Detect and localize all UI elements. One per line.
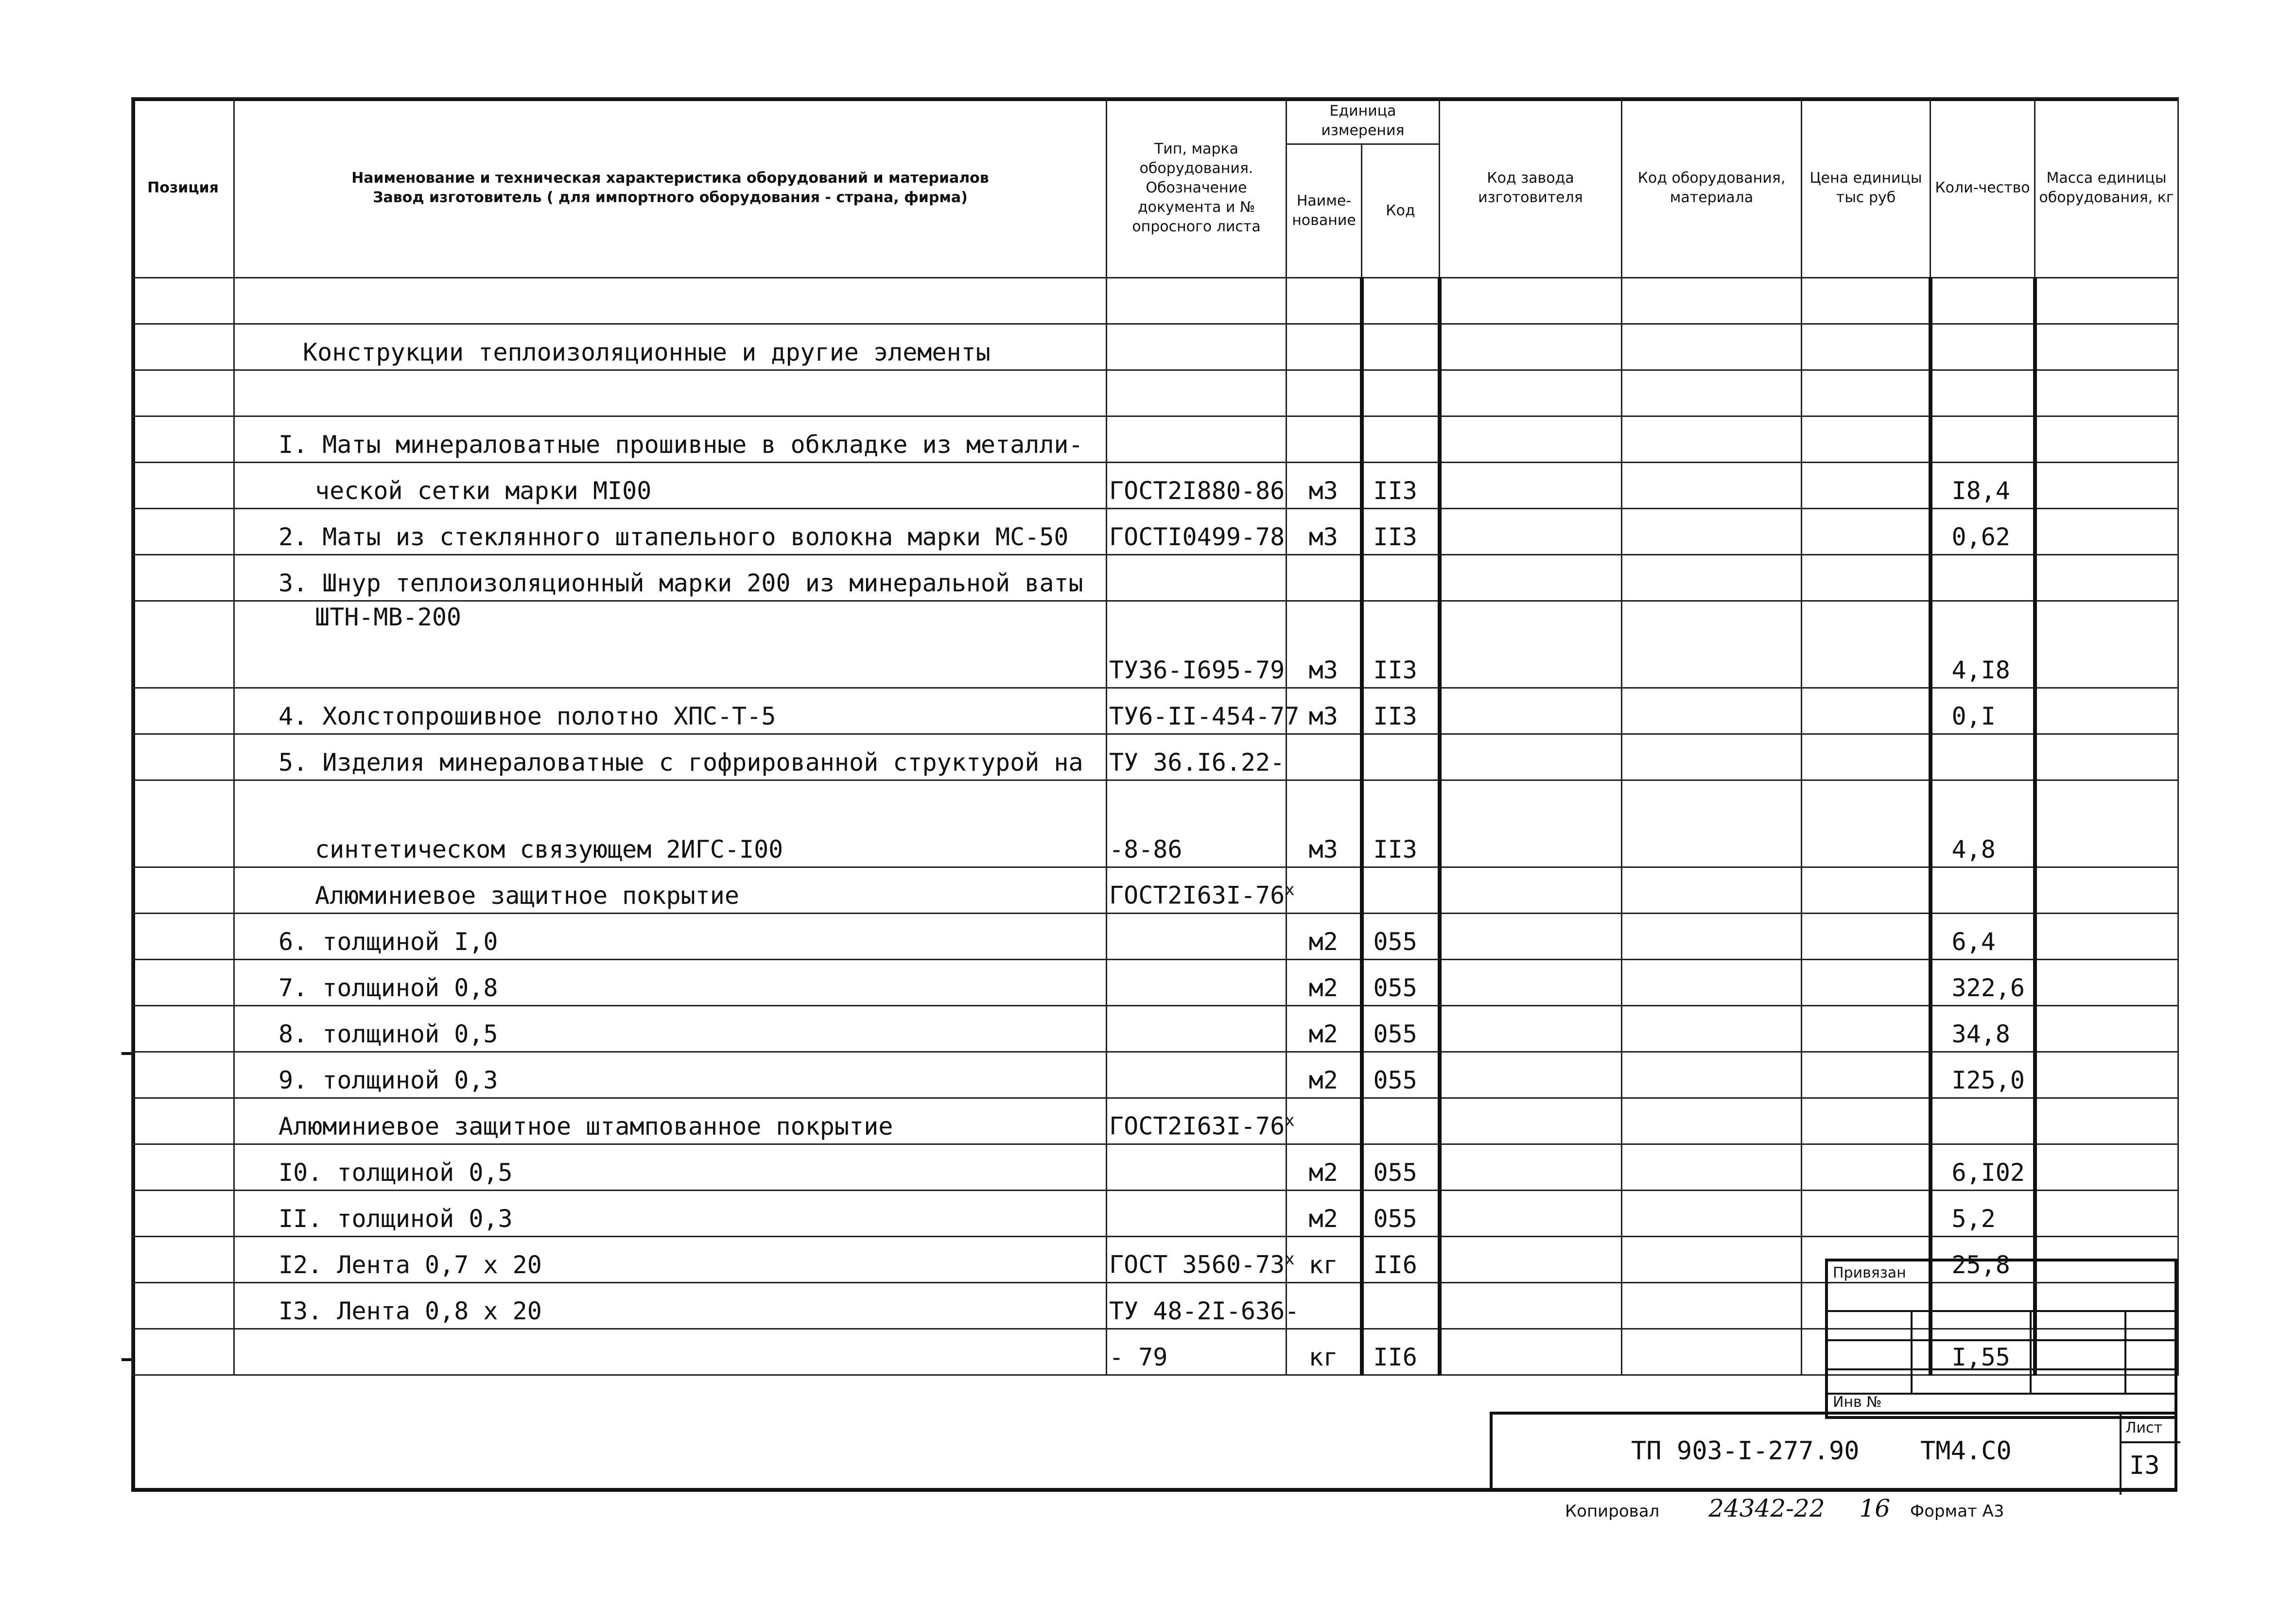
equipment-code-cell [1622, 1191, 1802, 1237]
mass-cell [2035, 370, 2178, 416]
qty-cell [1931, 1098, 2035, 1144]
qty-cell [1931, 278, 2035, 324]
unit-cell: м3 [1287, 780, 1362, 867]
unit-code-cell: II6 [1362, 1237, 1440, 1283]
equipment-code-cell [1622, 463, 1802, 509]
position-cell [132, 370, 234, 416]
qty-cell: I25,0 [1931, 1052, 2035, 1098]
table-row [132, 509, 2178, 555]
unit-code-cell: 055 [1362, 1144, 1440, 1191]
equipment-code-cell [1622, 734, 1802, 780]
table-row [132, 555, 2178, 601]
equipment-code-cell [1622, 324, 1802, 370]
table-row [132, 324, 2178, 370]
unit-cell: м2 [1287, 1006, 1362, 1052]
position-cell [132, 960, 234, 1006]
name-cell: ческой сетки марки МI00 [234, 463, 1107, 509]
unit-cell [1287, 278, 1362, 324]
col-unit-code: Код [1362, 144, 1440, 278]
unit-cell [1287, 416, 1362, 463]
mass-cell [2035, 1144, 2178, 1191]
mass-cell [2035, 734, 2178, 780]
price-cell [1802, 1052, 1931, 1098]
copied-label: Копировал [1565, 1502, 1660, 1521]
price-cell [1802, 780, 1931, 867]
factory-code-cell [1440, 734, 1622, 780]
equipment-code-cell [1622, 278, 1802, 324]
col-position: Позиция [132, 98, 234, 278]
qty-cell [1931, 370, 2035, 416]
unit-cell [1287, 370, 1362, 416]
mass-cell [2035, 278, 2178, 324]
mass-cell [2035, 1191, 2178, 1237]
position-cell [132, 416, 234, 463]
unit-code-cell [1362, 278, 1440, 324]
name-cell: I. Маты минераловатные прошивные в обкладке из металли- [234, 416, 1107, 463]
equipment-code-cell [1622, 780, 1802, 867]
unit-cell: м2 [1287, 914, 1362, 960]
unit-cell [1287, 1098, 1362, 1144]
factory-code-cell [1440, 324, 1622, 370]
equipment-code-cell [1622, 601, 1802, 688]
equipment-code-cell [1622, 1237, 1802, 1283]
position-cell [132, 555, 234, 601]
doc-cell: -8-86 [1107, 780, 1287, 867]
qty-cell: I,55 [1931, 1329, 2035, 1375]
qty-cell: 34,8 [1931, 1006, 2035, 1052]
qty-cell: 322,6 [1931, 960, 2035, 1006]
factory-code-cell [1440, 370, 1622, 416]
doc-mark: x [1285, 1249, 1295, 1269]
position-cell [132, 463, 234, 509]
name-cell: Алюминиевое защитное покрытие [234, 867, 1107, 914]
binding-label: Привязан [1833, 1264, 1906, 1281]
mass-cell [2035, 324, 2178, 370]
unit-code-cell: II3 [1362, 463, 1440, 509]
unit-cell [1287, 734, 1362, 780]
col-mass: Масса единицы оборудования, кг [2035, 98, 2178, 278]
table-row [132, 1098, 2178, 1144]
equipment-code-cell [1622, 688, 1802, 734]
name-cell: 3. Шнур теплоизоляционный марки 200 из минеральной ваты [234, 555, 1107, 601]
price-cell [1802, 914, 1931, 960]
position-cell [132, 324, 234, 370]
equipment-code-cell [1622, 416, 1802, 463]
equipment-code-cell [1622, 914, 1802, 960]
unit-cell: м3 [1287, 688, 1362, 734]
name-cell: 4. Холстопрошивное полотно ХПС-Т-5 [234, 688, 1107, 734]
factory-code-cell [1440, 278, 1622, 324]
unit-code-cell: 055 [1362, 960, 1440, 1006]
doc-cell [1107, 914, 1287, 960]
name-cell: 2. Маты из стеклянного штапельного волокна марки МС-50 [234, 509, 1107, 555]
col-name [234, 98, 1107, 278]
price-cell [1802, 734, 1931, 780]
mass-cell [2035, 1006, 2178, 1052]
factory-code-cell [1440, 688, 1622, 734]
name-cell [234, 1329, 1107, 1375]
name-cell: 9. толщиной 0,3 [234, 1052, 1107, 1098]
col-factory-code: Код завода изготовителя [1440, 98, 1622, 278]
doc-cell: ГОСТ 3560-73$^x$ [1107, 1237, 1287, 1283]
unit-cell: м2 [1287, 1144, 1362, 1191]
qty-cell: 4,I8 [1931, 601, 2035, 688]
price-cell [1802, 867, 1931, 914]
qty-cell: 25,8 [1931, 1237, 2035, 1283]
equipment-code-cell [1622, 1283, 1802, 1329]
table-row [132, 463, 2178, 509]
doc-cell [1107, 1191, 1287, 1237]
unit-code-cell: 055 [1362, 914, 1440, 960]
name-cell: 7. толщиной 0,8 [234, 960, 1107, 1006]
table-row [132, 960, 2178, 1006]
name-cell: Алюминиевое защитное штампованное покрытие [234, 1098, 1107, 1144]
equipment-code-cell [1622, 1052, 1802, 1098]
unit-code-cell [1362, 734, 1440, 780]
unit-code-cell: II3 [1362, 509, 1440, 555]
table-row [132, 1191, 2178, 1237]
unit-cell [1287, 867, 1362, 914]
doc-mark: x [1285, 1111, 1295, 1131]
price-cell [1802, 601, 1931, 688]
factory-code-cell [1440, 463, 1622, 509]
doc-cell: ТУ 36.I6.22- [1107, 734, 1287, 780]
position-cell [132, 914, 234, 960]
doc-cell [1107, 1052, 1287, 1098]
unit-code-cell [1362, 370, 1440, 416]
position-cell [132, 867, 234, 914]
price-cell [1802, 416, 1931, 463]
col-name-line2: Завод изготовитель ( для импортного оборудования - страна, фирма) [373, 189, 968, 206]
doc-cell [1107, 1006, 1287, 1052]
format-label: Формат А3 [1910, 1502, 2004, 1521]
specification-table [131, 97, 2179, 1376]
factory-code-cell [1440, 1283, 1622, 1329]
factory-code-cell [1440, 555, 1622, 601]
mass-cell [2035, 867, 2178, 914]
equipment-code-cell [1622, 960, 1802, 1006]
factory-code-cell [1440, 1098, 1622, 1144]
equipment-code-cell [1622, 1329, 1802, 1375]
table-row [132, 780, 2178, 867]
doc-mark: x [1285, 880, 1295, 900]
position-cell [132, 1006, 234, 1052]
unit-code-cell: 055 [1362, 1191, 1440, 1237]
qty-cell [1931, 867, 2035, 914]
doc-cell [1107, 324, 1287, 370]
price-cell [1802, 1098, 1931, 1144]
stamp-block [1490, 1412, 2177, 1492]
unit-cell: м3 [1287, 509, 1362, 555]
table-row [132, 278, 2178, 324]
unit-code-cell: 055 [1362, 1052, 1440, 1098]
table-row [132, 601, 2178, 688]
position-cell [132, 1329, 234, 1375]
unit-code-cell [1362, 324, 1440, 370]
table-row [132, 416, 2178, 463]
mass-cell [2035, 463, 2178, 509]
doc-cell: ТУ 48-2I-636- [1107, 1283, 1287, 1329]
copy-number: 16 [1859, 1494, 1891, 1522]
unit-cell: м3 [1287, 463, 1362, 509]
factory-code-cell [1440, 601, 1622, 688]
factory-code-cell [1440, 1191, 1622, 1237]
sheet-label: Лист [2125, 1419, 2163, 1436]
table-row [132, 688, 2178, 734]
qty-cell: 5,2 [1931, 1191, 2035, 1237]
table-row [132, 914, 2178, 960]
unit-cell: м2 [1287, 960, 1362, 1006]
unit-code-cell [1362, 867, 1440, 914]
col-qty: Коли-чество [1931, 98, 2035, 278]
mass-cell [2035, 688, 2178, 734]
col-equipment-code: Код оборудования, материала [1622, 98, 1802, 278]
mass-cell [2035, 416, 2178, 463]
table-row [132, 1052, 2178, 1098]
equipment-code-cell [1622, 370, 1802, 416]
col-unit-group: Единица измерения [1287, 98, 1440, 144]
position-cell [132, 688, 234, 734]
mass-cell [2035, 1052, 2178, 1098]
mass-cell [2035, 1098, 2178, 1144]
qty-cell: 4,8 [1931, 780, 2035, 867]
factory-code-cell [1440, 416, 1622, 463]
name-cell: 6. толщиной I,0 [234, 914, 1107, 960]
factory-code-cell [1440, 867, 1622, 914]
margin-tick [122, 1052, 131, 1055]
doc-cell: ГОСТ2I880-86 [1107, 463, 1287, 509]
unit-code-cell [1362, 555, 1440, 601]
unit-code-cell [1362, 1098, 1440, 1144]
col-type: Тип, марка оборудования. Обозначение документа и № опросного листа [1107, 98, 1287, 278]
margin-tick [122, 1358, 131, 1361]
qty-cell [1931, 324, 2035, 370]
factory-code-cell [1440, 1052, 1622, 1098]
qty-cell: 0,I [1931, 688, 2035, 734]
position-cell [132, 780, 234, 867]
col-name-line1: Наименование и техническая характеристика оборудований и материалов [351, 169, 989, 187]
name-cell: I0. толщиной 0,5 [234, 1144, 1107, 1191]
doc-cell: ГОСТ2I63I-76$^x$ [1107, 867, 1287, 914]
table-row [132, 867, 2178, 914]
mass-cell [2035, 555, 2178, 601]
table-row [132, 370, 2178, 416]
order-number: 24342-22 [1708, 1494, 1825, 1522]
qty-cell: I8,4 [1931, 463, 2035, 509]
mass-cell [2035, 509, 2178, 555]
doc-cell [1107, 416, 1287, 463]
unit-code-cell: II3 [1362, 688, 1440, 734]
name-cell: 5. Изделия минераловатные с гофрированной структурой на [234, 734, 1107, 780]
qty-cell [1931, 555, 2035, 601]
unit-code-cell: II3 [1362, 601, 1440, 688]
binding-block [1825, 1259, 2177, 1419]
equipment-code-cell [1622, 509, 1802, 555]
position-cell [132, 1098, 234, 1144]
factory-code-cell [1440, 1237, 1622, 1283]
price-cell [1802, 1144, 1931, 1191]
footer [1565, 1494, 2051, 1523]
doc-cell: - 79 [1107, 1329, 1287, 1375]
doc-cell: ТУ36-I695-79 [1107, 601, 1287, 688]
table-row [132, 1144, 2178, 1191]
inventory-label: Инв № [1833, 1394, 1882, 1411]
factory-code-cell [1440, 780, 1622, 867]
price-cell [1802, 370, 1931, 416]
name-cell: синтетическом связующем 2ИГС-I00 [234, 780, 1107, 867]
price-cell [1802, 555, 1931, 601]
position-cell [132, 509, 234, 555]
mass-cell [2035, 601, 2178, 688]
equipment-code-cell [1622, 867, 1802, 914]
unit-code-cell: 055 [1362, 1006, 1440, 1052]
doc-cell [1107, 370, 1287, 416]
factory-code-cell [1440, 1006, 1622, 1052]
mass-cell [2035, 780, 2178, 867]
unit-cell: м2 [1287, 1052, 1362, 1098]
price-cell [1802, 463, 1931, 509]
equipment-code-cell [1622, 555, 1802, 601]
position-cell [132, 1144, 234, 1191]
price-cell [1802, 278, 1931, 324]
qty-cell: 0,62 [1931, 509, 2035, 555]
mass-cell [2035, 914, 2178, 960]
equipment-code-cell [1622, 1098, 1802, 1144]
factory-code-cell [1440, 1144, 1622, 1191]
unit-cell [1287, 324, 1362, 370]
factory-code-cell [1440, 960, 1622, 1006]
qty-cell [1931, 734, 2035, 780]
doc-cell: ТУ6-II-454-77 [1107, 688, 1287, 734]
price-cell [1802, 688, 1931, 734]
doc-cell: ГОСТI0499-78 [1107, 509, 1287, 555]
name-cell [234, 278, 1107, 324]
position-cell [132, 1237, 234, 1283]
name-cell: II. толщиной 0,3 [234, 1191, 1107, 1237]
price-cell [1802, 1006, 1931, 1052]
name-cell: 8. толщиной 0,5 [234, 1006, 1107, 1052]
table-row [132, 1006, 2178, 1052]
unit-code-cell [1362, 1283, 1440, 1329]
name-cell: Конструкции теплоизоляционные и другие элементы [234, 324, 1107, 370]
name-cell [234, 370, 1107, 416]
unit-code-cell: II6 [1362, 1329, 1440, 1375]
doc-cell [1107, 555, 1287, 601]
mass-cell [2035, 960, 2178, 1006]
price-cell [1802, 960, 1931, 1006]
unit-cell: м2 [1287, 1191, 1362, 1237]
name-cell: ШТН-МВ-200 [234, 601, 1107, 688]
factory-code-cell [1440, 509, 1622, 555]
qty-cell: 6,4 [1931, 914, 2035, 960]
unit-code-cell [1362, 416, 1440, 463]
position-cell [132, 1191, 234, 1237]
position-cell [132, 734, 234, 780]
factory-code-cell [1440, 914, 1622, 960]
position-cell [132, 601, 234, 688]
unit-cell [1287, 555, 1362, 601]
section-code: ТМ4.С0 [1920, 1436, 2012, 1466]
col-price: Цена единицы тыс руб [1802, 98, 1931, 278]
qty-cell [1931, 416, 2035, 463]
unit-cell: кг [1287, 1237, 1362, 1283]
unit-cell: кг [1287, 1329, 1362, 1375]
table-row [132, 734, 2178, 780]
price-cell [1802, 1191, 1931, 1237]
price-cell [1802, 324, 1931, 370]
position-cell [132, 1052, 234, 1098]
unit-cell: м3 [1287, 601, 1362, 688]
sheet-number: I3 [2129, 1451, 2160, 1480]
doc-cell: ГОСТ2I63I-76$^x$ [1107, 1098, 1287, 1144]
position-cell [132, 1283, 234, 1329]
name-cell: I3. Лента 0,8 х 20 [234, 1283, 1107, 1329]
equipment-code-cell [1622, 1006, 1802, 1052]
doc-cell [1107, 960, 1287, 1006]
unit-code-cell: II3 [1362, 780, 1440, 867]
col-unit-name: Наиме-нование [1287, 144, 1362, 278]
name-cell: I2. Лента 0,7 х 20 [234, 1237, 1107, 1283]
price-cell [1802, 509, 1931, 555]
doc-cell [1107, 1144, 1287, 1191]
equipment-code-cell [1622, 1144, 1802, 1191]
factory-code-cell [1440, 1329, 1622, 1375]
qty-cell: 6,I02 [1931, 1144, 2035, 1191]
doc-number: ТП 903-I-277.90 [1631, 1436, 1860, 1466]
position-cell [132, 278, 234, 324]
doc-cell [1107, 278, 1287, 324]
